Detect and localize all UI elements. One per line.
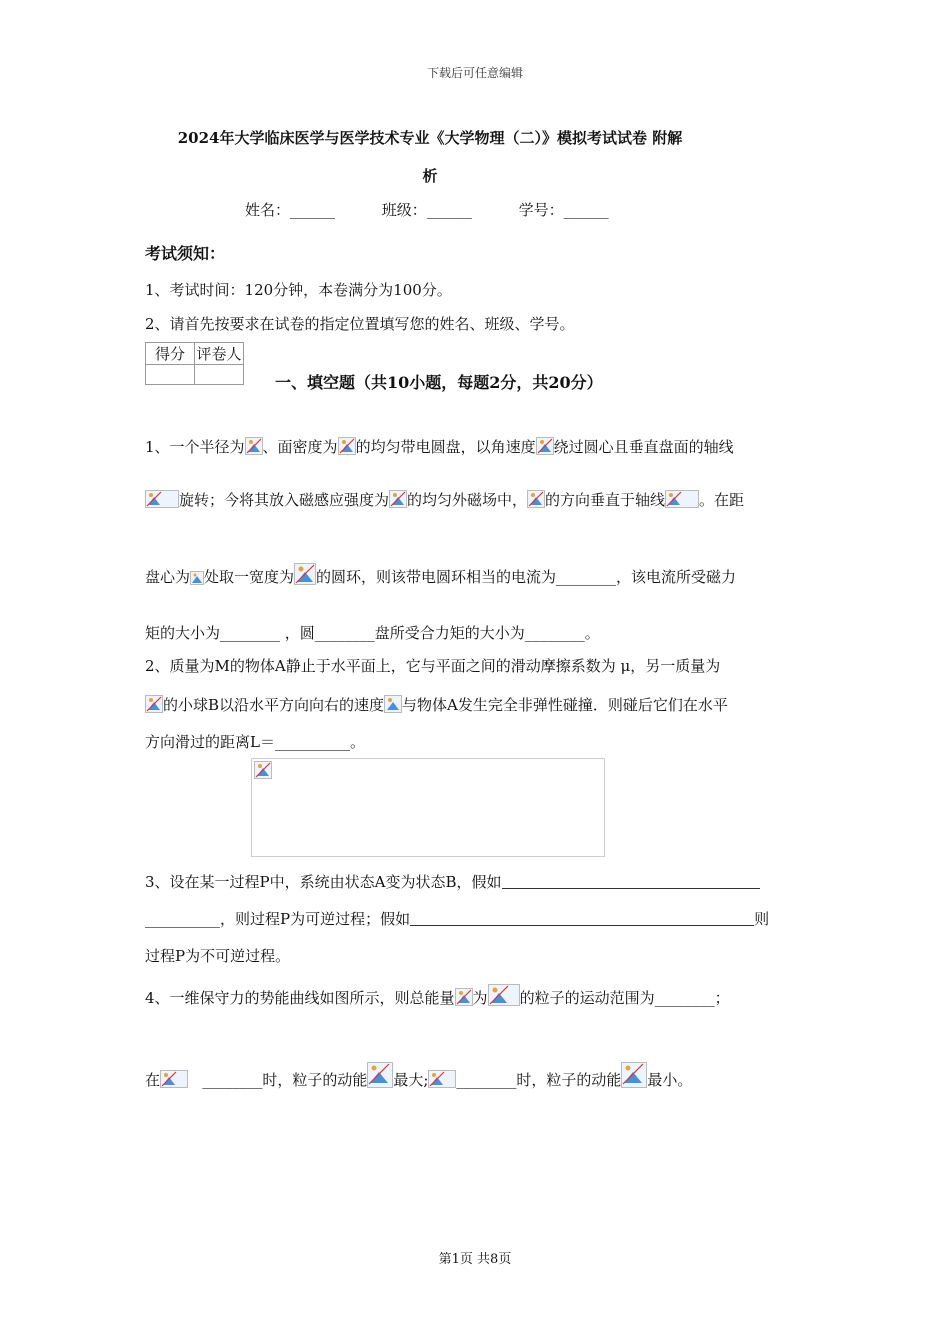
formula-image-icon (145, 695, 163, 713)
grader-header: 评卷人 (195, 343, 244, 365)
formula-image-icon (145, 490, 179, 508)
formula-image-icon (338, 437, 356, 455)
formula-image-icon (384, 695, 402, 713)
formula-image-icon (389, 490, 407, 508)
formula-image-icon (294, 563, 316, 585)
answer-blank (502, 874, 760, 889)
figure-image-icon (254, 761, 272, 779)
formula-image-icon (367, 1062, 393, 1088)
class-field: 班级：______ (381, 201, 472, 219)
page-header: 下载后可任意编辑 (426, 66, 523, 80)
answer-blank (410, 911, 754, 926)
section-title: 一、填空题（共10小题，每题2分，共20分） (275, 373, 603, 392)
notice-item-1: 1、考试时间：120分钟，本卷满分为100分。 (145, 281, 452, 299)
q3-line1: 3、设在某一过程P中，系统由状态A变为状态B，假如 (145, 871, 760, 892)
notice-item-2: 2、请首先按要求在试卷的指定位置填写您的姓名、班级、学号。 (145, 315, 575, 333)
name-field: 姓名：______ (245, 201, 336, 219)
score-cell (146, 365, 195, 385)
formula-image-icon (160, 1070, 188, 1088)
score-header: 得分 (146, 343, 195, 365)
q1-line4: 矩的大小为________ ，圆________盘所受合力矩的大小为________。 (145, 624, 600, 642)
formula-image-icon (527, 490, 545, 508)
q3-line3: 过程P为不可逆过程。 (145, 947, 291, 965)
formula-image-icon (536, 437, 554, 455)
student-info (245, 199, 609, 220)
notice-heading: 考试须知： (145, 244, 226, 263)
formula-image-icon (488, 984, 520, 1006)
formula-image-icon (190, 571, 204, 585)
q4-line1: 4、一维保守力的势能曲线如图所示，则总能量 为 的粒子的运动范围为________； (145, 984, 730, 1008)
exam-title-line1: 2024年大学临床医学与医学技术专业《大学物理（二）》模拟考试试卷 附解 (177, 129, 683, 147)
q4-line2: 在 ________时，粒子的动能 最大; ________时，粒子的动能 最小。 (145, 1062, 692, 1090)
q3-line2: __________，则过程P为可逆过程；假如 则 (145, 910, 770, 928)
id-field: 学号：______ (518, 201, 609, 219)
q2-line3: 方向滑过的距离L＝__________。 (145, 733, 365, 751)
q1-line1: 1、一个半径为 、面密度为 的均匀带电圆盘，以角速度 绕过圆心且垂直盘面的轴线 (145, 438, 734, 456)
formula-image-icon (621, 1062, 647, 1088)
q2-line2: 的小球B以沿水平方向向右的速度 与物体A发生完全非弹性碰撞．则碰后它们在水平 (145, 694, 728, 715)
formula-image-icon (245, 437, 263, 455)
formula-image-icon (455, 988, 473, 1006)
q1-line2: 旋转；今将其放入磁感应强度为 的均匀外磁场中， 的方向垂直于轴线 。在距 (145, 489, 744, 510)
formula-image-icon (428, 1070, 456, 1088)
page-footer: 第1页 共8页 (438, 1252, 512, 1267)
grader-cell (195, 365, 244, 385)
score-table (145, 342, 244, 385)
q1-line3: 盘心为 处取一宽度为 的圆环，则该带电圆环相当的电流为________，该电流所受磁力 (145, 563, 736, 587)
exam-title-line2: 析 (422, 167, 438, 185)
formula-image-icon (665, 490, 699, 508)
q2-figure (251, 758, 605, 857)
q2-line1: 2、质量为M的物体A静止于水平面上，它与平面之间的滑动摩擦系数为 μ，另一质量为 (145, 657, 721, 675)
